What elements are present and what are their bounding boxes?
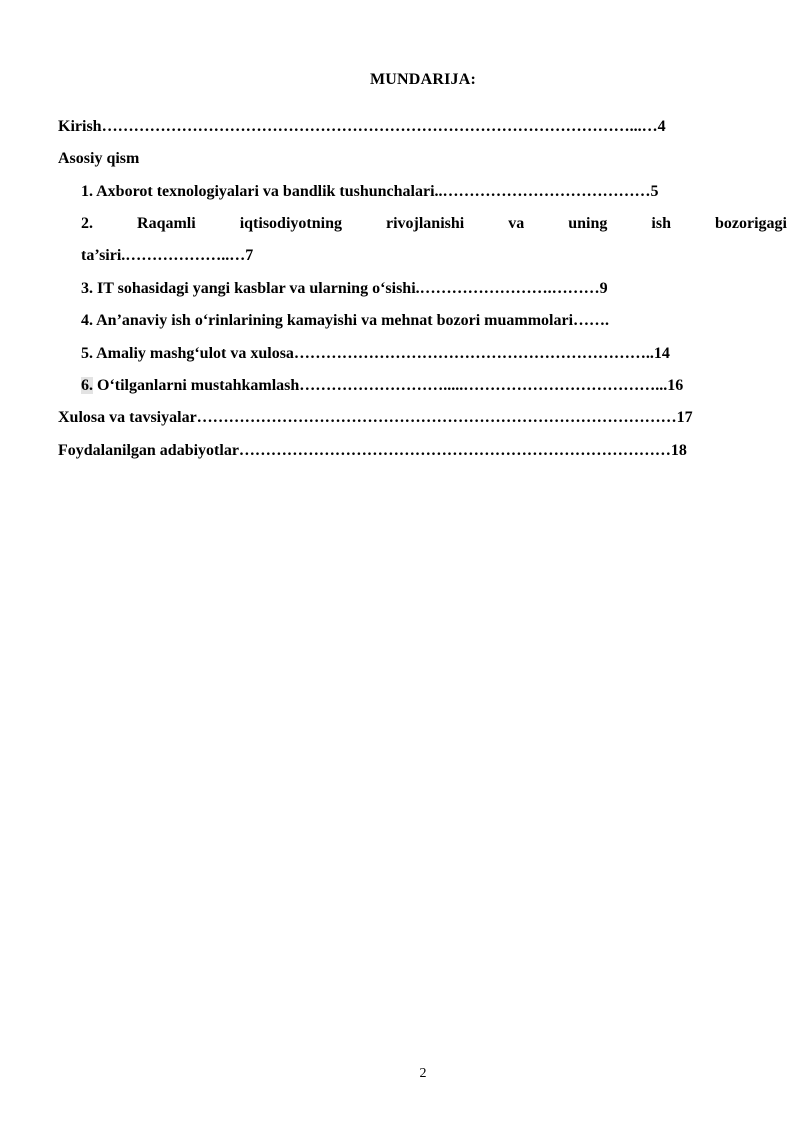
toc-entry-xulosa: Xulosa va tavsiyalar………………………………………………………………………………17 [58,409,693,426]
toc-entry-2-line2: ta’siri.………………..…7 [81,247,254,264]
toc-entry-4: 4. An’anaviy ish o‘rinlarining kamayishi va mehnat bozori muammolari……. [81,312,610,329]
toc-entry-kirish: Kirish………………………………………………………………………………………...…4 [58,118,666,135]
toc-section-asosiy: Asosiy qism [58,150,140,167]
toc-title: MUNDARIJA: [370,71,476,88]
toc-entry-foydalanilgan: Foydalanilgan adabiyotlar………………………………………………………………………18 [58,442,687,459]
toc-entry-6 [81,376,683,396]
toc-entry-6-number: 6. [81,377,93,394]
toc-entry-5: 5. Amaliy mashg‘ulot va xulosa…………………………………………………………..14 [81,345,670,362]
toc-entry-1: 1. Axborot texnologiyalari va bandlik tushunchalari..…………………………………5 [81,183,659,200]
page-number: 2 [419,1066,427,1081]
toc-entry-6-text: O‘tilganlarni mustahkamlash……………………….....………………………………...16 [93,377,684,394]
toc-entry-3: 3. IT sohasidagi yangi kasblar va ularning o‘sishi.…………………….………9 [81,280,608,297]
toc-entry-2-line1: 2. Raqamli iqtisodiyotning rivojlanishi va uning ish bozorigagi [81,215,787,232]
